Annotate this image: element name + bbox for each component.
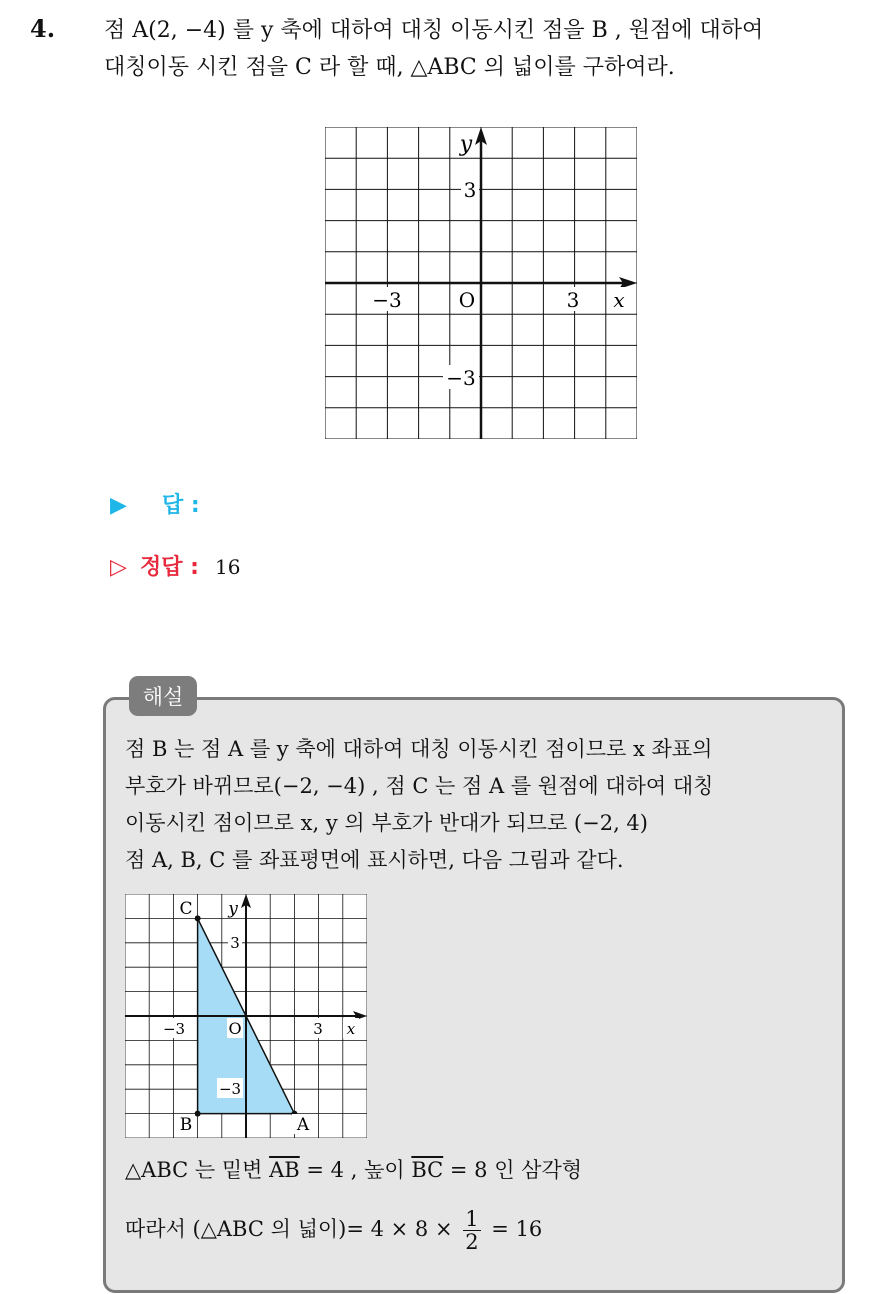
problem-line-2: 대칭이동 시킨 점을 C 라 할 때, △ABC 의 넓이를 구하여라. xyxy=(104,55,675,80)
x-tick-3: 3 xyxy=(566,288,580,312)
small-origin-label: O xyxy=(228,1019,242,1038)
line5-prefix: △ABC 는 밑변 xyxy=(125,1158,263,1182)
fraction-half xyxy=(463,1208,480,1253)
segment-ab: $\overline{AB}$ xyxy=(269,1158,300,1182)
line6-prefix: 따라서 (△ABC 의 넓이)= 4 × 8 × xyxy=(125,1217,453,1241)
solution-tag: 해설 xyxy=(129,676,197,716)
x-axis-label: x xyxy=(613,288,625,312)
solution-line-3: 이동시킨 점이므로 x, y 의 부호가 반대가 되므로 (−2, 4) xyxy=(125,811,648,835)
problem-statement xyxy=(104,12,874,86)
line5-mid: = 4 , 높이 xyxy=(306,1158,405,1182)
fraction-numerator: 1 xyxy=(465,1207,479,1231)
small-y-tick-neg3: −3 xyxy=(218,1080,242,1098)
origin-label: O xyxy=(458,288,476,312)
answer-label: 답 : xyxy=(162,493,200,518)
small-y-label: y xyxy=(228,899,238,919)
correct-answer-row xyxy=(110,550,240,581)
fraction-denominator: 2 xyxy=(465,1230,479,1254)
small-x-tick-neg3: −3 xyxy=(162,1020,186,1038)
line6-suffix: = 16 xyxy=(491,1217,543,1241)
correct-arrow-icon: ▷ xyxy=(110,555,127,580)
correct-answer-value: 16 xyxy=(214,555,241,579)
solution-line-5 xyxy=(125,1154,582,1184)
point-b-dot xyxy=(195,1111,201,1117)
point-c-dot xyxy=(195,915,201,921)
solution-line-6 xyxy=(125,1208,542,1253)
solution-line-1: 점 B 는 점 A 를 y 축에 대하여 대칭 이동시킨 점이므로 x 좌표의 xyxy=(125,737,713,761)
solution-figure xyxy=(125,894,367,1138)
answer-row xyxy=(110,488,216,519)
problem-number: 4. xyxy=(30,14,56,43)
y-tick-neg3: −3 xyxy=(446,366,476,390)
solution-line-2: 부호가 바뀌므로(−2, −4) , 점 C 는 점 A 를 원점에 대하여 대칭 xyxy=(125,774,714,798)
solution-text xyxy=(125,731,835,879)
x-tick-neg3: −3 xyxy=(372,288,402,312)
coordinate-grid xyxy=(325,127,637,439)
correct-answer-label: 정답 : xyxy=(140,555,199,580)
solution-line-4: 점 A, B, C 를 좌표평면에 표시하면, 다음 그림과 같다. xyxy=(125,848,624,872)
point-a-label: A xyxy=(296,1115,310,1135)
y-axis-label: y xyxy=(459,132,473,157)
point-b-label: B xyxy=(179,1115,193,1135)
problem-line-1: 점 A(2, −4) 를 y 축에 대하여 대칭 이동시킨 점을 B , 원점에 대하여 xyxy=(104,18,764,43)
segment-bc: $\overline{BC}$ xyxy=(411,1158,444,1182)
small-x-tick-3: 3 xyxy=(313,1020,323,1038)
line5-suffix: = 8 인 삼각형 xyxy=(449,1158,583,1182)
small-x-label: x xyxy=(346,1020,356,1038)
answer-arrow-icon: ▶ xyxy=(110,493,127,518)
y-tick-3: 3 xyxy=(463,178,477,202)
point-c-label: C xyxy=(179,899,193,919)
small-y-tick-3: 3 xyxy=(230,934,240,952)
